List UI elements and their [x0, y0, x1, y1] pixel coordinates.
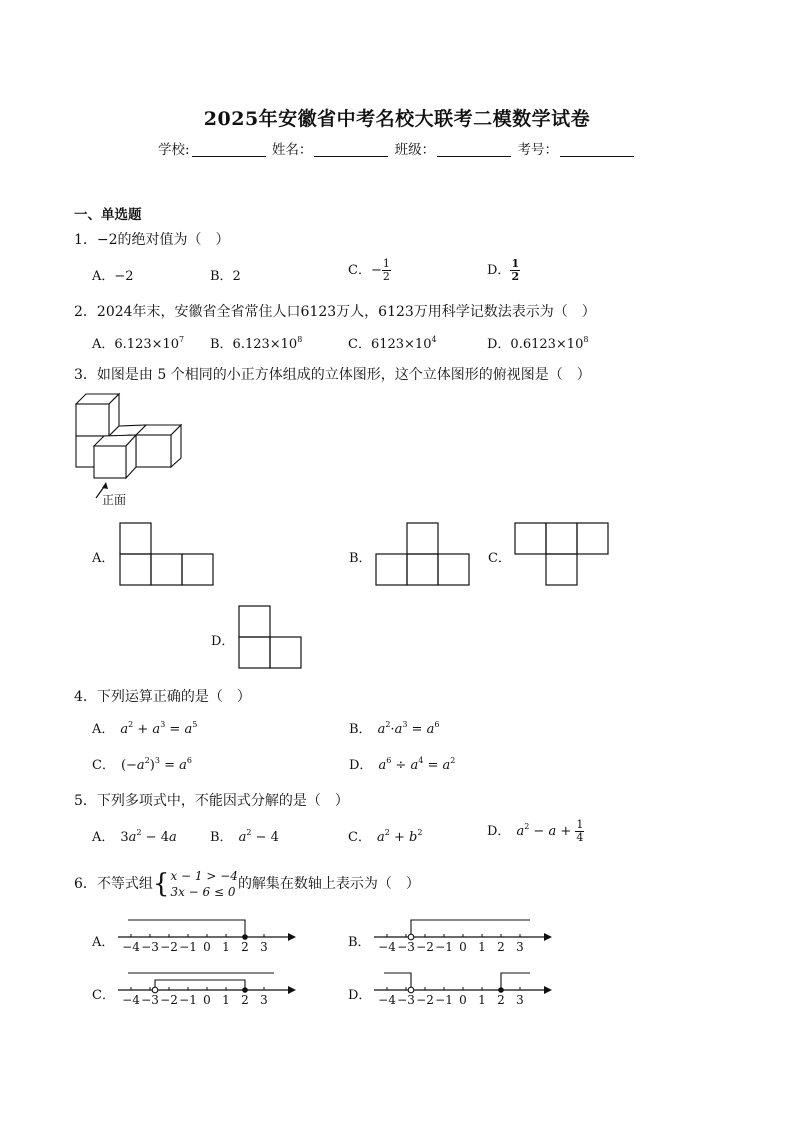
q3-option-b-view — [375, 522, 471, 586]
cube-solid-figure — [74, 392, 189, 512]
tick-label: 1 — [478, 993, 486, 1007]
q5-option-a: A． $3a^2 - 4a$ — [92, 828, 177, 845]
question-5-stem: 5．下列多项式中，不能因式分解的是（ ） — [74, 793, 349, 809]
q3-option-b-label: B． — [349, 551, 372, 566]
q1-option-c — [348, 258, 391, 283]
q2-option-b: B．$6.123\times 10^8$ — [210, 335, 303, 352]
tick-label: −2 — [160, 940, 178, 954]
page-title: 2025年安徽省中考名校大联考二模数学试卷 — [203, 108, 591, 130]
q6-brace: { — [152, 869, 170, 899]
class-label: 班级： — [394, 142, 436, 158]
tick-label: 0 — [203, 940, 211, 954]
name-label: 姓名： — [271, 142, 313, 158]
q1-option-a: A．−2 — [92, 269, 134, 284]
q6-option-c-number-line — [118, 968, 298, 1008]
section-heading: 一、单选题 — [74, 207, 142, 223]
question-4-stem: 4．下列运算正确的是（ ） — [74, 689, 251, 705]
tick-label: −2 — [416, 993, 434, 1007]
q4-option-c: C． $(-a^2)^3 = a^6$ — [92, 756, 192, 773]
tick-label: 1 — [478, 940, 486, 954]
tick-label: 2 — [497, 940, 505, 954]
q1-option-d-fraction: $\frac{1}{2}$ — [511, 257, 520, 283]
tick-label: −4 — [378, 993, 396, 1007]
tick-label: 3 — [260, 940, 268, 954]
q3-option-c-view — [514, 522, 610, 586]
tick-label: 2 — [497, 993, 505, 1007]
tick-label: 0 — [459, 940, 467, 954]
q6-option-b-label: B． — [348, 935, 371, 950]
question-6-stem — [74, 868, 420, 900]
q5-option-b: B． $a^2 - 4$ — [210, 828, 279, 845]
q2-option-c: C．$6123\times 10^4$ — [348, 335, 437, 352]
q4-option-b: B． $a^2\cdot a^3 = a^6$ — [349, 720, 440, 737]
tick-label: −4 — [122, 993, 140, 1007]
tick-label: 3 — [516, 940, 524, 954]
q6-option-b-number-line — [374, 915, 554, 955]
tick-label: 1 — [222, 993, 230, 1007]
tick-label: 2 — [241, 940, 249, 954]
q6-system: x − 1 > −4 3x − 6 ≤ 0 — [170, 869, 238, 899]
tick-label: 0 — [459, 993, 467, 1007]
q6-option-a-label: A． — [92, 935, 115, 950]
q6-option-d-number-line — [374, 968, 554, 1008]
school-label: 学校: — [158, 142, 190, 158]
q4-option-d: D． $a^6 \div a^4 = a^2$ — [349, 756, 456, 773]
q5-option-d: D． $a^2 - a$ + $\frac{1}{4}$ — [487, 818, 584, 844]
school-blank — [192, 142, 266, 157]
q4-option-a: A． $a^2 + a^3 = a^5$ — [92, 720, 198, 737]
q3-option-a-view — [119, 522, 215, 586]
q1-option-d-text: D． — [487, 263, 511, 278]
q1-option-b: B．2 — [210, 269, 241, 284]
q2-option-d: D．$0.6123\times 10^8$ — [487, 335, 589, 352]
question-2-stem: 2．2024年末，安徽省全省常住人口6123万人，6123万用科学记数法表示为（ ） — [74, 304, 596, 320]
tick-label: −2 — [416, 940, 434, 954]
tick-label: −1 — [179, 940, 197, 954]
student-info-line — [0, 138, 794, 158]
exam-no-blank — [560, 142, 634, 157]
tick-label: −3 — [397, 940, 415, 954]
tick-label: 3 — [516, 993, 524, 1007]
tick-label: 2 — [241, 993, 249, 1007]
question-1-stem: 1．−2的绝对值为（ ） — [74, 232, 230, 248]
tick-label: −1 — [179, 993, 197, 1007]
tick-label: −2 — [160, 993, 178, 1007]
tick-label: −1 — [435, 940, 453, 954]
q1-option-d — [487, 258, 520, 283]
tick-label: −4 — [122, 940, 140, 954]
q3-option-d-view — [238, 605, 303, 669]
q6-stem-suffix: 的解集在数轴上表示为（ ） — [237, 876, 420, 892]
q1-option-c-text: C．− — [348, 263, 382, 278]
tick-label: 0 — [203, 993, 211, 1007]
tick-label: −3 — [141, 940, 159, 954]
tick-label: −3 — [397, 993, 415, 1007]
tick-label: −3 — [141, 993, 159, 1007]
name-blank — [314, 142, 388, 157]
question-3-stem: 3．如图是由 5 个相同的小正方体组成的立体图形，这个立体图形的俯视图是（ ） — [74, 367, 591, 383]
q3-option-c-label: C． — [488, 551, 511, 566]
q1-option-c-fraction: $\frac{1}{2}$ — [382, 257, 390, 283]
front-label: 正面 — [102, 493, 127, 507]
q5-option-c: C． $a^2 + b^2$ — [348, 828, 423, 845]
q3-option-a-label: A． — [92, 551, 115, 566]
q6-option-c-label: C． — [92, 988, 115, 1003]
tick-label: −1 — [435, 993, 453, 1007]
class-blank — [437, 142, 511, 157]
q6-option-a-number-line — [118, 915, 298, 955]
q2-option-a: A．$6.123\times 10^7$ — [92, 335, 185, 352]
tick-label: 3 — [260, 993, 268, 1007]
exam-no-label: 考号： — [517, 142, 558, 158]
q6-option-d-label: D． — [348, 988, 372, 1003]
tick-label: 1 — [222, 940, 230, 954]
q6-stem-prefix: 6．不等式组 — [74, 876, 153, 892]
q3-option-d-label: D． — [211, 634, 235, 649]
tick-label: −4 — [378, 940, 396, 954]
